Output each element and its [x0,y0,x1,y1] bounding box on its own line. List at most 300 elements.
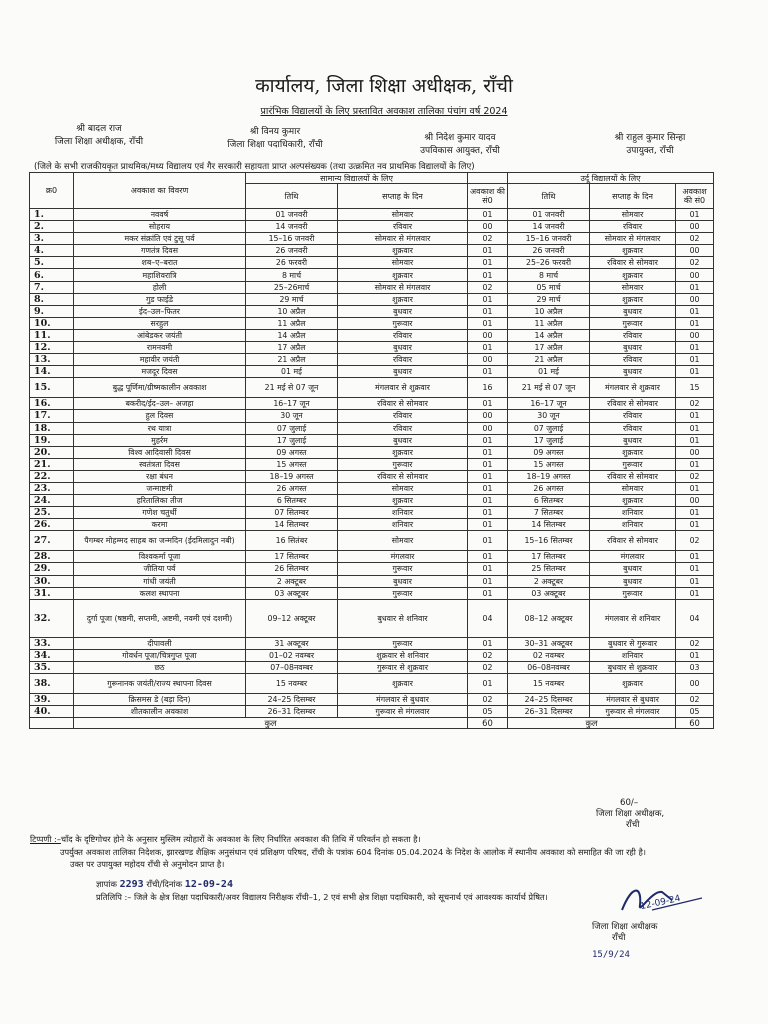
row-sn: 18. [30,422,74,434]
row-holiday: गांधी जयंती [74,575,246,587]
table-row [30,531,714,551]
row-holiday: हुल दिवस [74,410,246,422]
row-urdu-count: 02 [676,257,714,269]
row-urdu-day: गुरूवार [590,317,676,329]
row-sn: 31. [30,587,74,599]
header-urdu-count: अवकाश की सं0 [676,184,714,209]
row-day: रविवार से सोमवार [338,398,468,410]
row-count: 01 [468,637,508,649]
row-sn: 5. [30,257,74,269]
official-1 [34,123,164,149]
row-count: 01 [468,587,508,599]
row-day: शनिवार [338,507,468,519]
signature-place: राँची [626,820,640,830]
row-day: शुक्रवार [338,446,468,458]
row-date: 14 जनवरी [246,221,338,233]
row-urdu-day: बुधवार से गुरूवार [590,637,676,649]
row-count: 01 [468,245,508,257]
row-count: 01 [468,434,508,446]
row-urdu-date: 17 सितम्बर [508,551,590,563]
table-row [30,507,714,519]
row-date: 2 अक्टूबर [246,575,338,587]
row-day: गुरूवार से मंगलवार [338,706,468,718]
row-sn: 9. [30,305,74,317]
row-holiday: गणेश चतुर्थी [74,507,246,519]
row-urdu-day: शुक्रवार [590,674,676,694]
row-date: 03 अक्टूबर [246,587,338,599]
row-day: सोमवार से मंगलवार [338,281,468,293]
total-label: कुल [74,718,468,729]
official-3 [380,132,540,158]
row-count: 01 [468,398,508,410]
row-count: 01 [468,342,508,354]
row-urdu-count: 00 [676,293,714,305]
row-sn: 39. [30,694,74,706]
row-holiday: बुद्ध पूर्णिमा/ग्रीष्मकालीन अवकाश [74,378,246,398]
official-2-designation: जिला शिक्षा पदाधिकारी, राँची [227,140,323,150]
row-holiday: जीतिया पर्व [74,563,246,575]
table-row [30,674,714,694]
table-row [30,706,714,718]
row-count: 01 [468,305,508,317]
row-date: 6 सितम्बर [246,495,338,507]
table-row [30,495,714,507]
header-date: तिथि [246,184,338,209]
row-urdu-day: मंगलवार से शुक्रवार [590,378,676,398]
final-signature-block [592,922,702,961]
row-count: 01 [468,209,508,221]
memo-date: 12-09-24 [184,879,233,890]
row-count: 00 [468,422,508,434]
note-label: टिप्पणी :– [30,834,61,844]
row-day: मंगलवार [338,551,468,563]
row-urdu-date: 26–31 दिसम्बर [508,706,590,718]
row-urdu-date: 17 अप्रैल [508,342,590,354]
row-sn: 27. [30,531,74,551]
row-urdu-date: 01 जनवरी [508,209,590,221]
row-holiday: शब–ए–बरात [74,257,246,269]
row-sn: 8. [30,293,74,305]
row-sn: 25. [30,507,74,519]
row-urdu-date: 14 अप्रैल [508,329,590,341]
row-urdu-day: शनिवार [590,649,676,661]
row-day: बुधवार [338,305,468,317]
row-holiday: जन्माष्टमी [74,482,246,494]
row-sn: 14. [30,366,74,378]
row-day: रविवार [338,422,468,434]
table-row [30,446,714,458]
table-row [30,281,714,293]
memo-number: 2293 [119,879,144,890]
row-urdu-date: 26 जनवरी [508,245,590,257]
row-count: 01 [468,531,508,551]
row-day: रविवार से सोमवार [338,470,468,482]
row-urdu-date: 16–17 जून [508,398,590,410]
row-day: शुक्रवार [338,293,468,305]
row-urdu-day: शुक्रवार [590,269,676,281]
row-sn: 1. [30,209,74,221]
section-general: सामान्य विद्यालयों के लिए [246,173,468,184]
row-count: 01 [468,674,508,694]
table-row [30,410,714,422]
row-urdu-count: 02 [676,233,714,245]
row-holiday: मकर संक्रांति एवं टुसू पर्व [74,233,246,245]
row-sn: 22. [30,470,74,482]
row-urdu-count: 01 [676,575,714,587]
row-count: 01 [468,519,508,531]
row-urdu-count: 01 [676,587,714,599]
header-holiday: अवकाश का विवरण [74,173,246,209]
row-urdu-count: 01 [676,305,714,317]
row-urdu-count: 01 [676,563,714,575]
row-date: 29 मार्च [246,293,338,305]
row-urdu-count: 04 [676,599,714,637]
row-urdu-date: 10 अप्रैल [508,305,590,317]
row-urdu-count: 00 [676,269,714,281]
row-day: मंगलवार से बुधवार [338,694,468,706]
official-4-designation: उपायुक्त, राँची [626,146,674,156]
note-line-2: उपर्युक्त अवकाश तालिका निदेशक, झारखण्ड शैक्षिक अनुसंधान एवं प्रशिक्षण परिषद, राँची के पत्रांक 604 दिनांक 05.04.2024 के निदेश के आलोक में स्थानीय अवकाश को समाहित की जा रही है। [60,846,646,857]
row-holiday: दीपावली [74,637,246,649]
row-urdu-date: 15 नवम्बर [508,674,590,694]
row-sn: 10. [30,317,74,329]
row-urdu-day: रविवार [590,422,676,434]
row-urdu-count: 01 [676,354,714,366]
dispatch-number: 15/9/24 [592,950,630,960]
table-row [30,637,714,649]
row-date: 17 जुलाई [246,434,338,446]
signature-designation: जिला शिक्षा अधीक्षक, [596,809,665,819]
row-holiday: रक्षा बंधन [74,470,246,482]
row-urdu-count: 01 [676,422,714,434]
row-day: सोमवार [338,482,468,494]
row-count: 01 [468,366,508,378]
row-urdu-count: 01 [676,551,714,563]
row-count: 01 [468,551,508,563]
row-count: 02 [468,661,508,673]
row-urdu-date: 06–08नवम्बर [508,661,590,673]
row-day: गुरूवार से शुक्रवार [338,661,468,673]
row-sn: 35. [30,661,74,673]
row-date: 8 मार्च [246,269,338,281]
row-date: 26 फरवरी [246,257,338,269]
header-day: सप्ताह के दिन [338,184,468,209]
row-sn: 38. [30,674,74,694]
row-urdu-count: 00 [676,495,714,507]
row-count: 00 [468,221,508,233]
row-day: गुरूवार [338,563,468,575]
row-urdu-count: 02 [676,637,714,649]
row-urdu-date: 24–25 दिसम्बर [508,694,590,706]
row-urdu-day: बुधवार [590,575,676,587]
row-date: 10 अप्रैल [246,305,338,317]
row-holiday: गोवर्धन पूजा/चित्रगुप्त पूजा [74,649,246,661]
row-day: शुक्रवार [338,674,468,694]
row-date: 07 जुलाई [246,422,338,434]
row-holiday: क्रिसमस डे (बड़ा दिन) [74,694,246,706]
row-date: 07–08नवम्बर [246,661,338,673]
row-date: 09 अगस्त [246,446,338,458]
notes [30,834,730,870]
row-count: 00 [468,410,508,422]
row-sn: 12. [30,342,74,354]
row-holiday: गुड फाईडे [74,293,246,305]
row-day: शुक्रवार से शनिवार [338,649,468,661]
row-holiday: शीतकालीन अवकाश [74,706,246,718]
row-count: 05 [468,706,508,718]
row-sn: 29. [30,563,74,575]
row-urdu-count: 02 [676,531,714,551]
row-sn: 20. [30,446,74,458]
row-day: सोमवार [338,209,468,221]
row-count: 01 [468,269,508,281]
holiday-table-body [30,209,714,718]
header-sn: क्र0 [30,173,74,209]
row-sn: 26. [30,519,74,531]
table-row [30,329,714,341]
note-line-3: उक्त पर उपायुक्त महोदय राँची से अनुमोदन प्राप्त है। [70,859,225,869]
final-place: राँची [612,933,626,943]
row-holiday: नववर्ष [74,209,246,221]
row-urdu-count: 01 [676,649,714,661]
table-row [30,245,714,257]
row-day: बुधवार [338,342,468,354]
handwritten-signature [612,880,712,920]
copy-label: प्रतिलिपि :– [96,892,132,902]
row-urdu-day: रविवार से सोमवार [590,257,676,269]
row-urdu-date: 21 मई से 07 जून [508,378,590,398]
row-urdu-day: रविवार [590,221,676,233]
table-row [30,366,714,378]
row-count: 04 [468,599,508,637]
row-count: 01 [468,470,508,482]
row-urdu-day: शुक्रवार [590,446,676,458]
row-count: 01 [468,317,508,329]
row-count: 02 [468,233,508,245]
row-holiday: स्वतंत्रता दिवस [74,458,246,470]
table-row [30,398,714,410]
row-day: सोमवार [338,257,468,269]
row-date: 07 सितम्बर [246,507,338,519]
section-gap [468,173,508,184]
row-date: 15 अगस्त [246,458,338,470]
row-urdu-count: 02 [676,470,714,482]
memo-label: ज्ञापांक [96,879,117,889]
row-urdu-count: 00 [676,329,714,341]
row-sn: 3. [30,233,74,245]
table-row [30,257,714,269]
signature-count: 60/– [620,798,639,808]
table-row [30,317,714,329]
row-urdu-count: 00 [676,221,714,233]
row-urdu-date: 30 जून [508,410,590,422]
row-holiday: कलश स्थापना [74,587,246,599]
table-row [30,422,714,434]
row-date: 30 जून [246,410,338,422]
row-sn: 30. [30,575,74,587]
row-date: 09–12 अक्टूबर [246,599,338,637]
official-3-designation: उपविकास आयुक्त, राँची [420,146,500,156]
table-row [30,587,714,599]
row-day: शुक्रवार [338,245,468,257]
handwritten-date: 12-09-24 [639,893,682,913]
row-holiday: महाशिवरात्रि [74,269,246,281]
row-urdu-date: 15 अगस्त [508,458,590,470]
row-urdu-count: 00 [676,245,714,257]
row-date: 26–31 दिसम्बर [246,706,338,718]
row-sn: 19. [30,434,74,446]
row-date: 14 सितम्बर [246,519,338,531]
row-day: रविवार [338,354,468,366]
row-urdu-date: 07 जुलाई [508,422,590,434]
row-holiday: मजदूर दिवस [74,366,246,378]
row-urdu-count: 01 [676,281,714,293]
table-row [30,378,714,398]
row-urdu-date: 11 अप्रैल [508,317,590,329]
row-count: 01 [468,257,508,269]
page-subtitle: प्रारंभिक विद्यालयों के लिए प्रस्तावित अवकाश तालिका पंचांग वर्ष 2024 [260,106,508,117]
row-holiday: पैगम्बर मोहम्मद साहब का जन्मदिन (ईदमिलादुन नबी) [74,531,246,551]
row-holiday: ईद–उल–फितर [74,305,246,317]
row-day: शुक्रवार [338,269,468,281]
row-urdu-day: शनिवार [590,519,676,531]
row-holiday: गणतंत्र दिवस [74,245,246,257]
row-holiday: छठ [74,661,246,673]
table-row [30,233,714,245]
row-date: 31 अक्टूबर [246,637,338,649]
row-urdu-count: 02 [676,398,714,410]
row-day: रविवार [338,329,468,341]
section-urdu: उर्दू विद्यालयों के लिए [508,173,714,184]
memo-place: राँची/दिनांक [146,879,183,889]
copy-line [96,892,696,903]
row-sn: 15. [30,378,74,398]
row-day: गुरूवार [338,458,468,470]
header-urdu-date: तिथि [508,184,590,209]
row-count: 01 [468,507,508,519]
official-1-designation: जिला शिक्षा अधीक्षक, राँची [54,137,144,147]
table-row [30,575,714,587]
row-holiday: सरहुल [74,317,246,329]
row-count: 01 [468,495,508,507]
table-row [30,293,714,305]
row-urdu-day: सोमवार से मंगलवार [590,233,676,245]
row-day: मंगलवार से शुक्रवार [338,378,468,398]
table-row [30,354,714,366]
row-sn: 32. [30,599,74,637]
row-date: 16 सितंबर [246,531,338,551]
row-day: बुधवार से शनिवार [338,599,468,637]
row-urdu-day: शुक्रवार [590,495,676,507]
row-urdu-count: 01 [676,458,714,470]
row-urdu-date: 15–16 सितम्बर [508,531,590,551]
row-urdu-day: सोमवार [590,209,676,221]
row-holiday: महावीर जयंती [74,354,246,366]
row-sn: 13. [30,354,74,366]
final-designation: जिला शिक्षा अधीक्षक [592,922,658,932]
row-sn: 28. [30,551,74,563]
row-urdu-date: 7 सितम्बर [508,507,590,519]
row-date: 01 जनवरी [246,209,338,221]
row-count: 00 [468,329,508,341]
row-day: गुरूवार [338,587,468,599]
row-sn: 21. [30,458,74,470]
holiday-table [29,172,714,729]
table-row [30,563,714,575]
table-row [30,649,714,661]
row-date: 15–16 जनवरी [246,233,338,245]
row-urdu-count: 00 [676,446,714,458]
row-urdu-date: 6 सितम्बर [508,495,590,507]
row-urdu-day: रविवार [590,329,676,341]
row-urdu-date: 01 मई [508,366,590,378]
row-urdu-date: 02 नवम्बर [508,649,590,661]
table-row [30,694,714,706]
row-urdu-date: 05 मार्च [508,281,590,293]
official-2-name: श्री विनय कुमार [249,127,301,137]
header-urdu-day: सप्ताह के दिन [590,184,676,209]
row-urdu-date: 26 अगस्त [508,482,590,494]
row-urdu-count: 00 [676,674,714,694]
row-holiday: होली [74,281,246,293]
row-urdu-date: 25 सितम्बर [508,563,590,575]
row-urdu-count: 01 [676,519,714,531]
memo-line [96,879,233,890]
row-urdu-day: सोमवार [590,281,676,293]
row-sn: 33. [30,637,74,649]
row-count: 02 [468,694,508,706]
row-holiday: रथ यात्रा [74,422,246,434]
row-urdu-day: बुधवार [590,366,676,378]
row-sn: 17. [30,410,74,422]
row-urdu-date: 25–26 फरवरी [508,257,590,269]
row-day: गुरूवार [338,637,468,649]
note-line-1: चाँद के दृष्टिगोचर होने के अनुसार मुस्लिम त्योहारों के अवकाश के लिए निर्धारित अवकाश की तिथि में परिवर्तन हो सकता है। [60,834,421,844]
row-urdu-day: गुरूवार [590,587,676,599]
total-urdu: 60 [676,718,714,729]
row-count: 01 [468,575,508,587]
row-date: 14 अप्रैल [246,329,338,341]
row-urdu-day: रविवार से सोमवार [590,470,676,482]
row-count: 01 [468,293,508,305]
official-4 [575,132,725,158]
table-row [30,458,714,470]
row-date: 26 अगस्त [246,482,338,494]
row-urdu-count: 01 [676,410,714,422]
row-holiday: विश्व आदिवासी दिवस [74,446,246,458]
table-row [30,305,714,317]
total-urdu-label: कुल [508,718,676,729]
row-urdu-day: बुधवार [590,342,676,354]
table-row [30,434,714,446]
row-sn: 11. [30,329,74,341]
row-count: 16 [468,378,508,398]
table-row [30,470,714,482]
row-urdu-date: 2 अक्टूबर [508,575,590,587]
row-urdu-date: 21 अप्रैल [508,354,590,366]
row-day: शनिवार [338,519,468,531]
row-urdu-count: 05 [676,706,714,718]
row-urdu-day: मंगलवार से बुधवार [590,694,676,706]
row-sn: 4. [30,245,74,257]
row-urdu-date: 15–16 जनवरी [508,233,590,245]
row-day: रविवार [338,410,468,422]
table-row [30,342,714,354]
row-day: सोमवार से मंगलवार [338,233,468,245]
row-urdu-day: रविवार से सोमवार [590,398,676,410]
row-urdu-count: 01 [676,482,714,494]
row-urdu-date: 17 जुलाई [508,434,590,446]
